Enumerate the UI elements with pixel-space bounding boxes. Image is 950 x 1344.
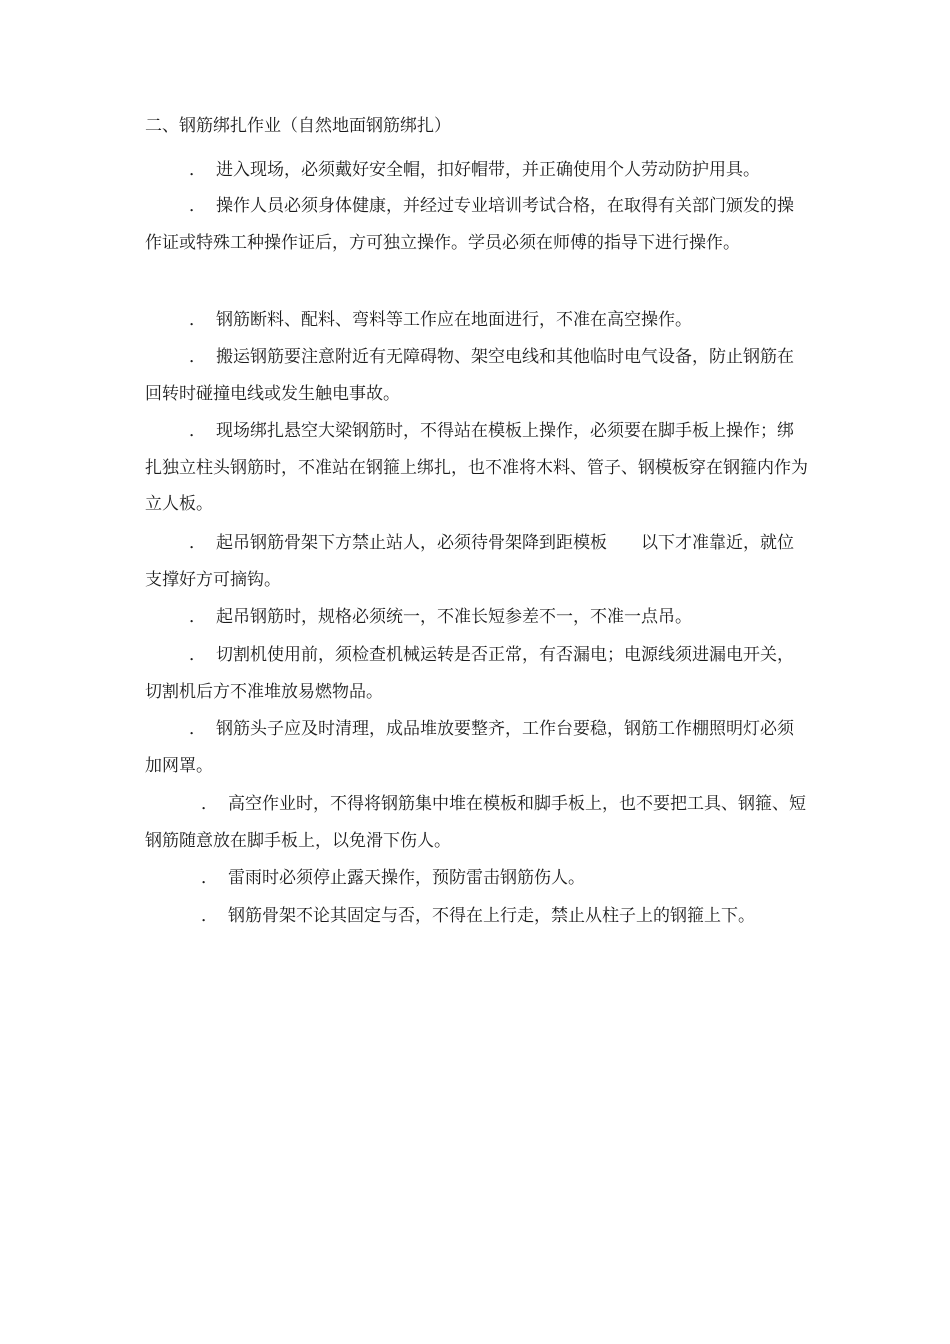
rule-text: 操作人员必须身体健康，并经过专业培训考试合格，在取得有关部门颁发的操作证或特殊工种操作证后，方可独立操作。学员必须在师傅的指导下进行操作。 (145, 196, 794, 253)
rule-item-12 (145, 898, 810, 935)
item-marker: ． (189, 645, 206, 665)
item-marker: ． (189, 719, 206, 739)
rule-text: 雷雨时必须停止露天操作，预防雷击钢筋伤人。 (228, 868, 585, 888)
rule-item-2 (145, 188, 810, 261)
item-marker: ． (189, 607, 206, 627)
rule-item-8 (145, 637, 810, 710)
rule-item-11 (145, 860, 810, 897)
item-marker: ． (189, 347, 206, 367)
item-marker: ． (189, 160, 206, 180)
rule-item-5 (145, 413, 810, 523)
rule-item-3 (145, 302, 810, 339)
item-marker: ． (201, 868, 218, 888)
rule-item-4 (145, 339, 810, 412)
rule-item-7 (145, 599, 810, 636)
item-marker: ． (189, 533, 206, 553)
rule-text: 钢筋头子应及时清理，成品堆放要整齐，工作台要稳，钢筋工作棚照明灯必须加网罩。 (145, 719, 794, 776)
item-marker: ． (201, 794, 218, 814)
rule-text: 现场绑扎悬空大梁钢筋时，不得站在模板上操作，必须要在脚手板上操作；绑扎独立柱头钢筋时，不准站在钢箍上绑扎，也不准将木料、管子、钢模板穿在钢箍内作为立人板。 (145, 421, 808, 514)
rule-text: 切割机使用前，须检查机械运转是否正常，有否漏电；电源线须进漏电开关，切割机后方不准堆放易燃物品。 (145, 645, 794, 702)
item-marker: ． (189, 310, 206, 330)
item-marker: ． (189, 421, 206, 441)
rule-text: 搬运钢筋要注意附近有无障碍物、架空电线和其他临时电气设备，防止钢筋在回转时碰撞电线或发生触电事故。 (145, 347, 794, 404)
rule-text: 钢筋骨架不论其固定与否，不得在上行走，禁止从柱子上的钢箍上下。 (228, 906, 755, 926)
section-heading: 二、钢筋绑扎作业（自然地面钢筋绑扎） (145, 116, 451, 136)
rule-text-after: 以下才准靠近，就位支撑好方可摘钩。 (145, 533, 794, 590)
rule-text-before: 起吊钢筋骨架下方禁止站人，必须待骨架降到距模板 (216, 533, 607, 553)
rule-text: 钢筋断料、配料、弯料等工作应在地面进行，不准在高空操作。 (216, 310, 692, 330)
rule-item-9 (145, 711, 810, 784)
rule-text: 高空作业时，不得将钢筋集中堆在模板和脚手板上，也不要把工具、钢箍、短钢筋随意放在脚手板上，以免滑下伤人。 (145, 794, 806, 851)
rule-item-10 (145, 786, 810, 859)
rule-text: 起吊钢筋时，规格必须统一，不准长短参差不一，不准一点吊。 (216, 607, 692, 627)
rule-item-6 (145, 525, 810, 598)
rule-item-1 (145, 152, 810, 189)
rule-text: 进入现场，必须戴好安全帽，扣好帽带，并正确使用个人劳动防护用具。 (216, 160, 760, 180)
item-marker: ． (189, 196, 206, 216)
item-marker: ． (201, 906, 218, 926)
